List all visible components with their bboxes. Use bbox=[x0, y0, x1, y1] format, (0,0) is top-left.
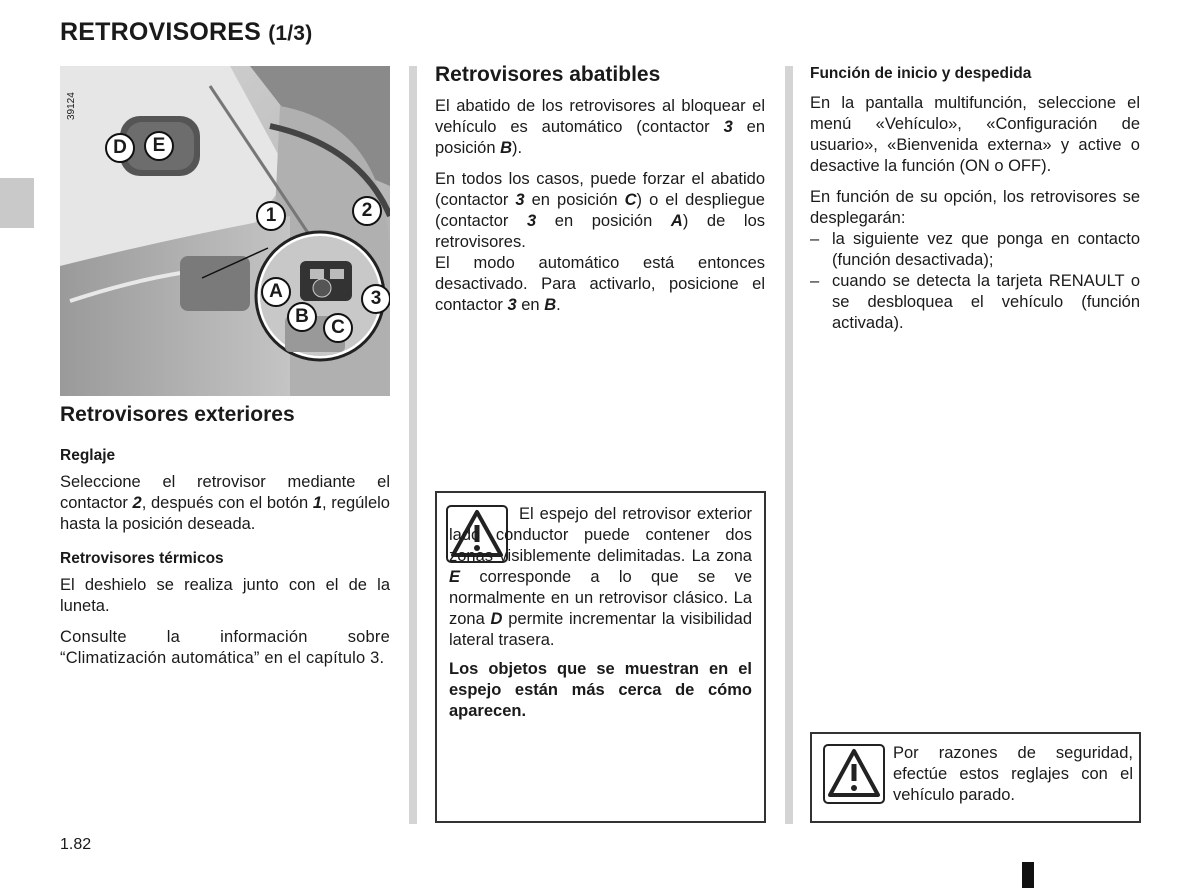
page-title-main: RETROVISORES bbox=[60, 18, 262, 46]
list-item: – cuando se detecta la tarjeta RENAULT o se desbloquea el vehículo (función activada). bbox=[810, 271, 1140, 334]
left-column bbox=[60, 402, 390, 679]
termicos-heading: Retrovisores térmicos bbox=[60, 550, 224, 567]
page-title-suffix: (1/3) bbox=[268, 22, 313, 45]
mirror-control-illustration bbox=[60, 66, 390, 396]
section-heading-exteriores: Retrovisores exteriores bbox=[60, 403, 295, 426]
callout-2: 2 bbox=[352, 196, 382, 226]
callout-1: 1 bbox=[256, 201, 286, 231]
warning-box-mirror bbox=[435, 491, 766, 823]
abatibles-paragraph-2: En todos los casos, puede forzar el abatido (contactor 3 en posición C) o el despliegue (contactor 3 en posición A) de los retrovisores. bbox=[435, 170, 765, 251]
callout-d: D bbox=[105, 133, 135, 163]
reglaje-paragraph: Seleccione el retrovisor mediante el contactor 2, después con el botón 1, regúlelo hasta la posición deseada. bbox=[60, 473, 390, 533]
callout-b: B bbox=[287, 302, 317, 332]
abatibles-paragraph-3: El modo automático está entonces desactivado. Para activarlo, posicione el contactor 3 en B. bbox=[435, 254, 765, 314]
right-column bbox=[810, 64, 1140, 334]
page-title bbox=[60, 18, 312, 47]
inicio-paragraph-1: En la pantalla multifunción, seleccione el menú «Vehículo», «Configuración de usuario», «Bienvenida externa» y active o desactive la función (ON o OFF). bbox=[810, 94, 1140, 175]
car-interior-drawing bbox=[60, 66, 390, 396]
callout-e: E bbox=[144, 131, 174, 161]
callout-c: C bbox=[323, 313, 353, 343]
warning-mirror-text: El espejo del retrovisor exterior lado conductor puede contener dos zonas visiblemente delimitadas. La zona E corresponde a lo que se ve normalmente en un retrovisor clásico. La zona D permite incrementar la visibilidad lateral trasera. bbox=[449, 505, 752, 649]
inicio-despedida-heading: Función de inicio y despedida bbox=[810, 65, 1032, 82]
warning-mirror-bold: Los objetos que se muestran en el espejo están más cerca de cómo aparecen. bbox=[449, 660, 752, 720]
warning-safety-text: Por razones de seguridad, efectúe estos reglajes con el vehículo parado. bbox=[893, 744, 1133, 804]
callout-a: A bbox=[261, 277, 291, 307]
reglaje-heading: Reglaje bbox=[60, 447, 116, 464]
list-item: – la siguiente vez que ponga en contacto (función desactivada); bbox=[810, 229, 1140, 271]
inicio-paragraph-2: En función de su opción, los retrovisores se desplegarán: bbox=[810, 188, 1140, 227]
page-edge-marker bbox=[1022, 862, 1034, 888]
middle-column bbox=[435, 62, 765, 326]
warning-triangle-icon bbox=[823, 744, 885, 804]
callout-3: 3 bbox=[361, 284, 390, 314]
warning-box-safety bbox=[810, 732, 1141, 823]
column-divider-left bbox=[409, 66, 417, 824]
figure-ref: 39124 bbox=[66, 92, 77, 120]
chapter-tab bbox=[0, 178, 34, 228]
page-number: 1.82 bbox=[60, 836, 92, 853]
column-divider-right bbox=[785, 66, 793, 824]
termicos-paragraph-2: Consulte la información sobre “Climatización automática” en el capítulo 3. bbox=[60, 628, 390, 667]
termicos-paragraph-1: El deshielo se realiza junto con el de la luneta. bbox=[60, 576, 390, 615]
inicio-list bbox=[810, 229, 1140, 334]
abatibles-paragraph-1: El abatido de los retrovisores al bloquear el vehículo es automático (contactor 3 en posición B). bbox=[435, 97, 766, 157]
section-heading-abatibles: Retrovisores abatibles bbox=[435, 63, 661, 86]
